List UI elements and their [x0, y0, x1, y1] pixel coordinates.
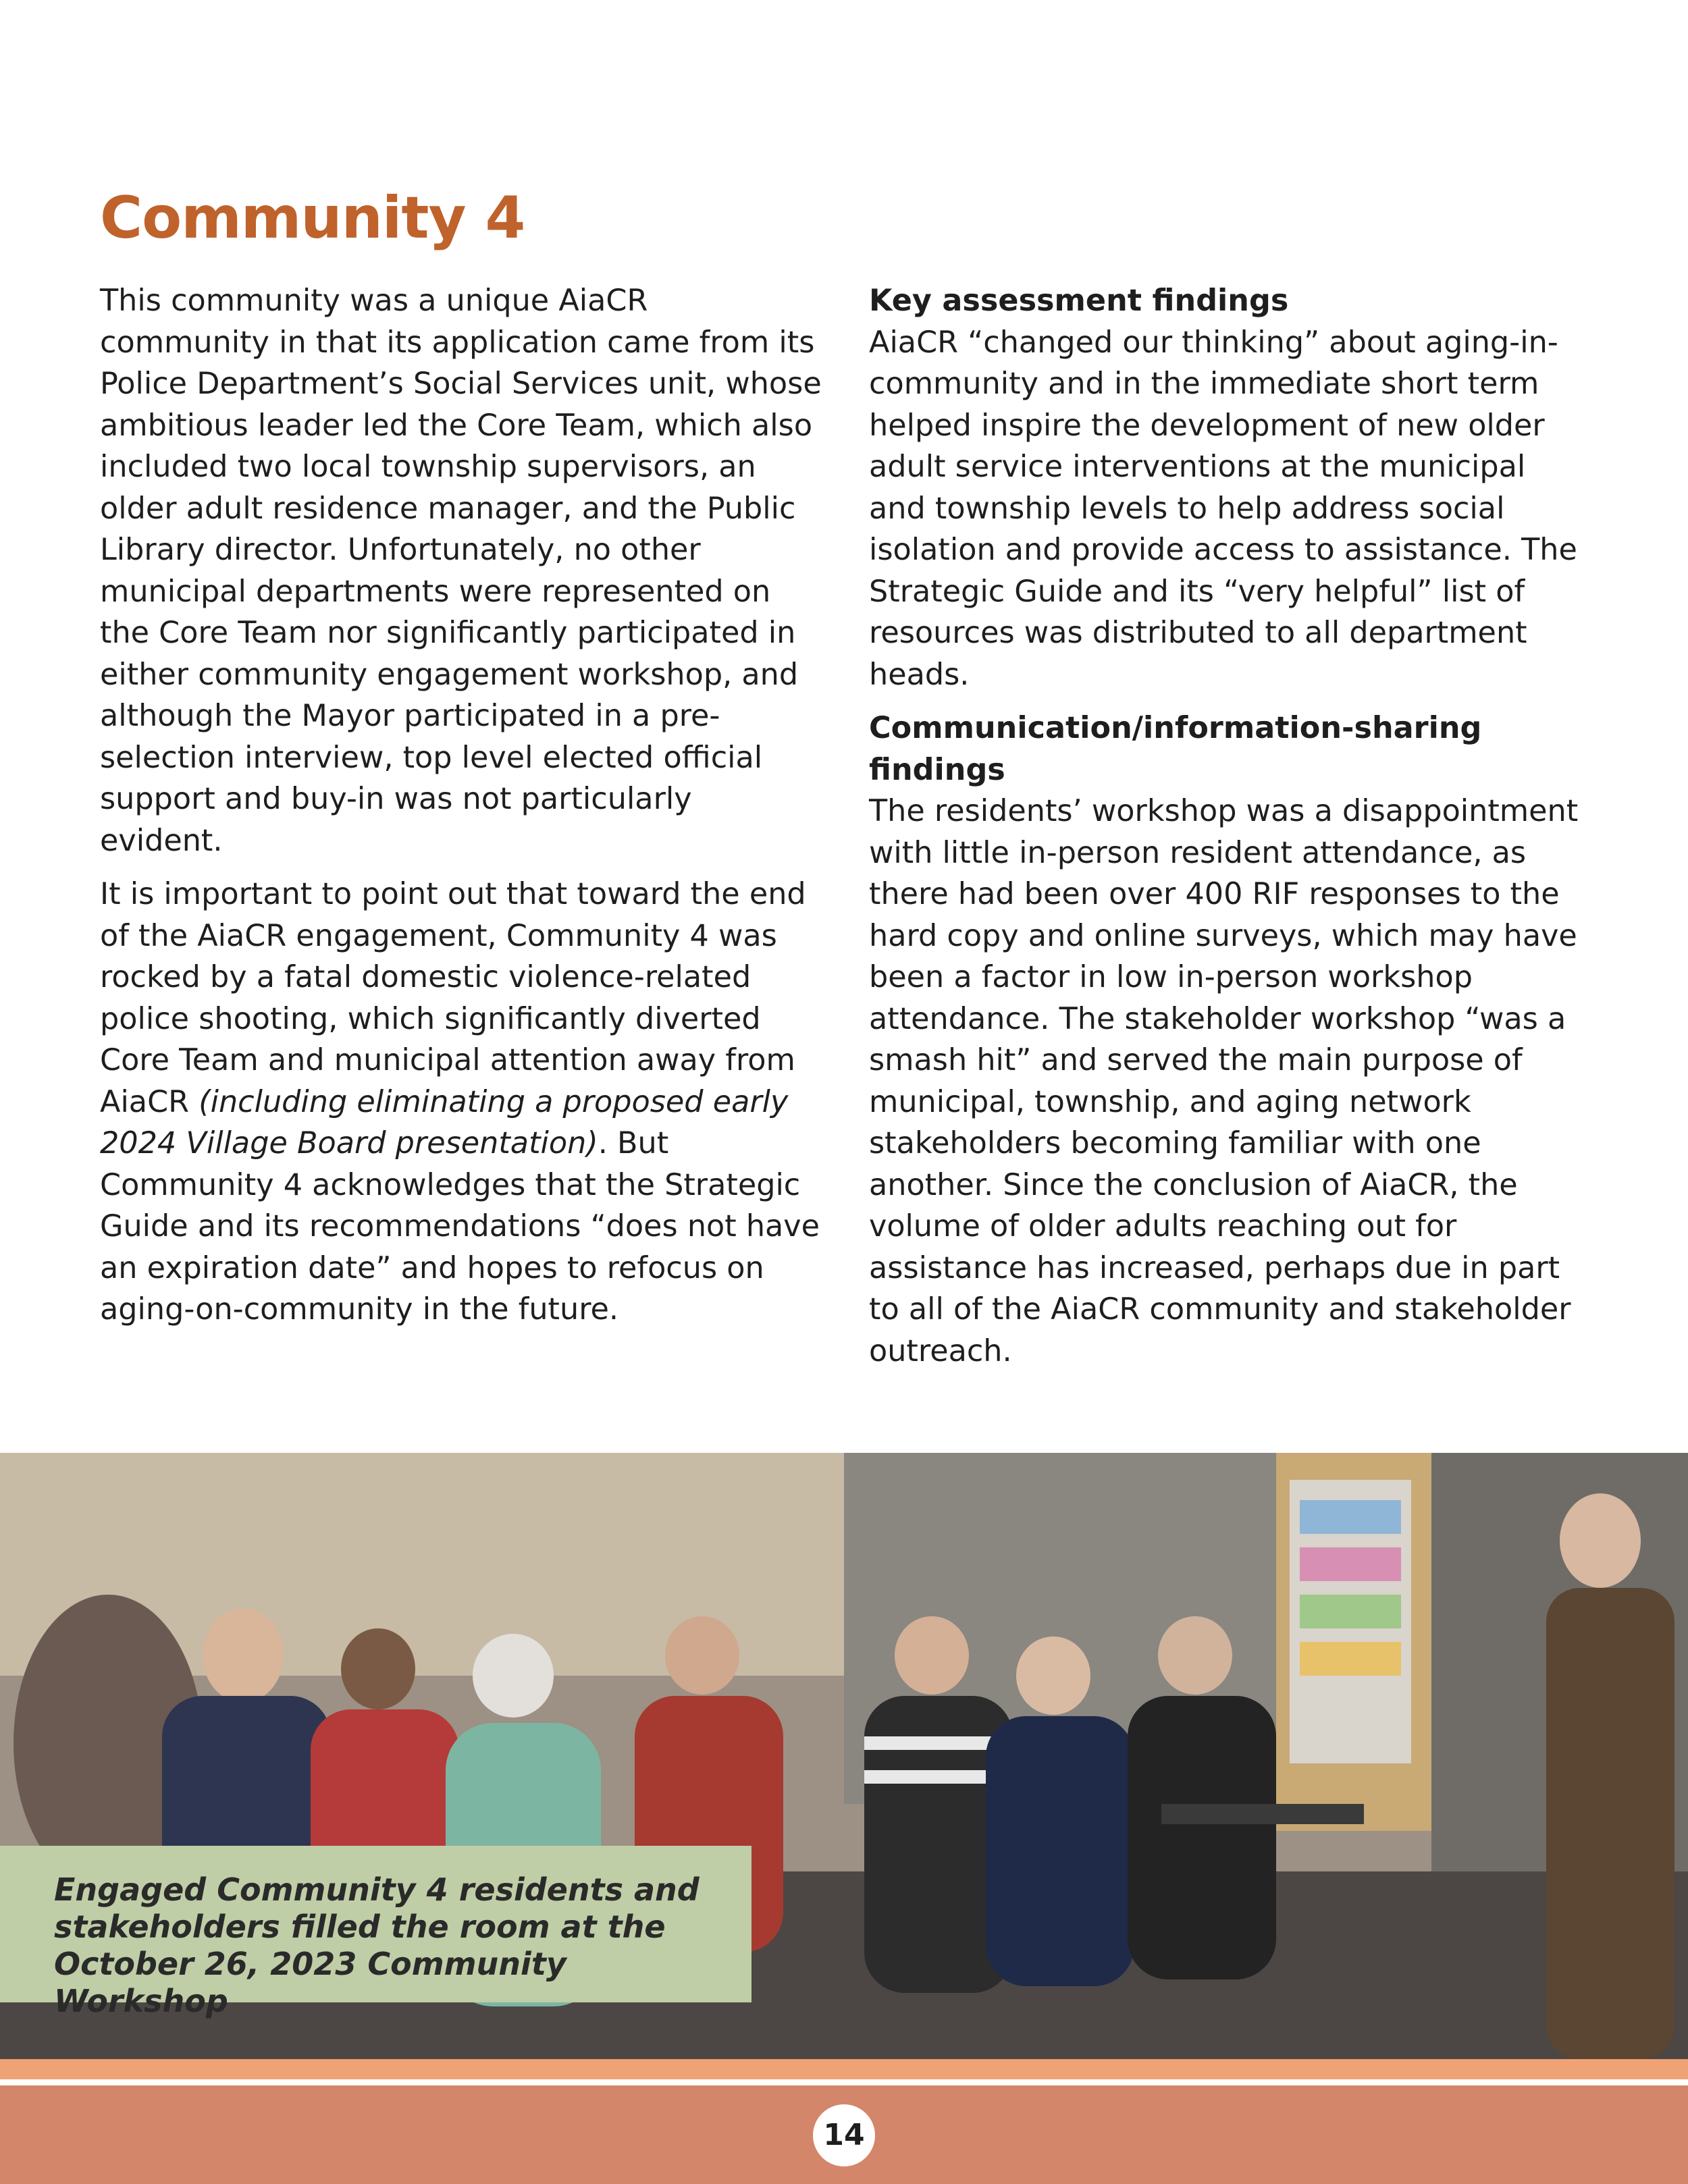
- paragraph-communication: The residents’ workshop was a disappointment with little in-person resident attendance, as there had been over 400 RIF responses to the hard copy and online surveys, which may have been a factor in low in-person workshop attendance. The stakeholder workshop “was a smash hit” and served the main purpose of municipal, township, and aging network stakeholders becoming familiar with one another. Since the conclusion of AiaCR, the volume of older adults reaching out for assistance has increased, perhaps due in part to all of the AiaCR community and stakeholder outreach.: [869, 794, 1579, 1368]
- photo-caption: Engaged Community 4 residents and stakeholders filled the room at the October 26, 2023 Community Workshop: [54, 1871, 700, 2019]
- paragraph-shooting-text-a: It is important to point out that toward the end of the AiaCR engagement, Community 4 was rocked by a fatal domestic violence-related police shooting, which significantly diverted Core Team and municipal attention away from AiaCR: [100, 877, 806, 1119]
- footer-stripe: [0, 2059, 1688, 2079]
- heading-key-assessment: Key assessment findings: [869, 284, 1289, 318]
- paragraph-shooting-impact: [100, 874, 822, 1331]
- paragraph-shooting-italic: (including eliminating a proposed early 2024 Village Board presentation): [100, 1084, 789, 1161]
- paragraph-core-team: This community was a unique AiaCR community in that its application came from its Police Department’s Social Services unit, whose ambitious leader led the Core Team, which also included two local township supervisors, an older adult residence manager, and the Public Library director. Unfortunately, no other municipal departments were represented on the Core Team nor significantly participated in either community engagement workshop, and although the Mayor participated in a pre-selection interview, top level elected official support and buy-in was not particularly evident.: [100, 284, 822, 858]
- page-number: 14: [813, 2104, 875, 2166]
- left-column: [100, 280, 822, 1343]
- heading-communication: Communication/information-sharing findings: [869, 711, 1482, 787]
- photo-caption-box: [0, 1846, 751, 2019]
- paragraph-key-assessment: AiaCR “changed our thinking” about aging-in-community and in the immediate short term helped inspire the development of new older adult service interventions at the municipal and township levels to help address social isolation and provide access to assistance. The Strategic Guide and its “very helpful” list of resources was distributed to all department heads.: [869, 325, 1577, 692]
- page-title: Community 4: [100, 184, 525, 252]
- footer-divider: [0, 2079, 1688, 2085]
- paragraph-shooting-text-b: . But Community 4 acknowledges that the Strategic Guide and its recommendations “does not have an expiration date” and hopes to refocus on aging-on-community in the future.: [100, 1126, 820, 1327]
- right-column: [869, 280, 1585, 1384]
